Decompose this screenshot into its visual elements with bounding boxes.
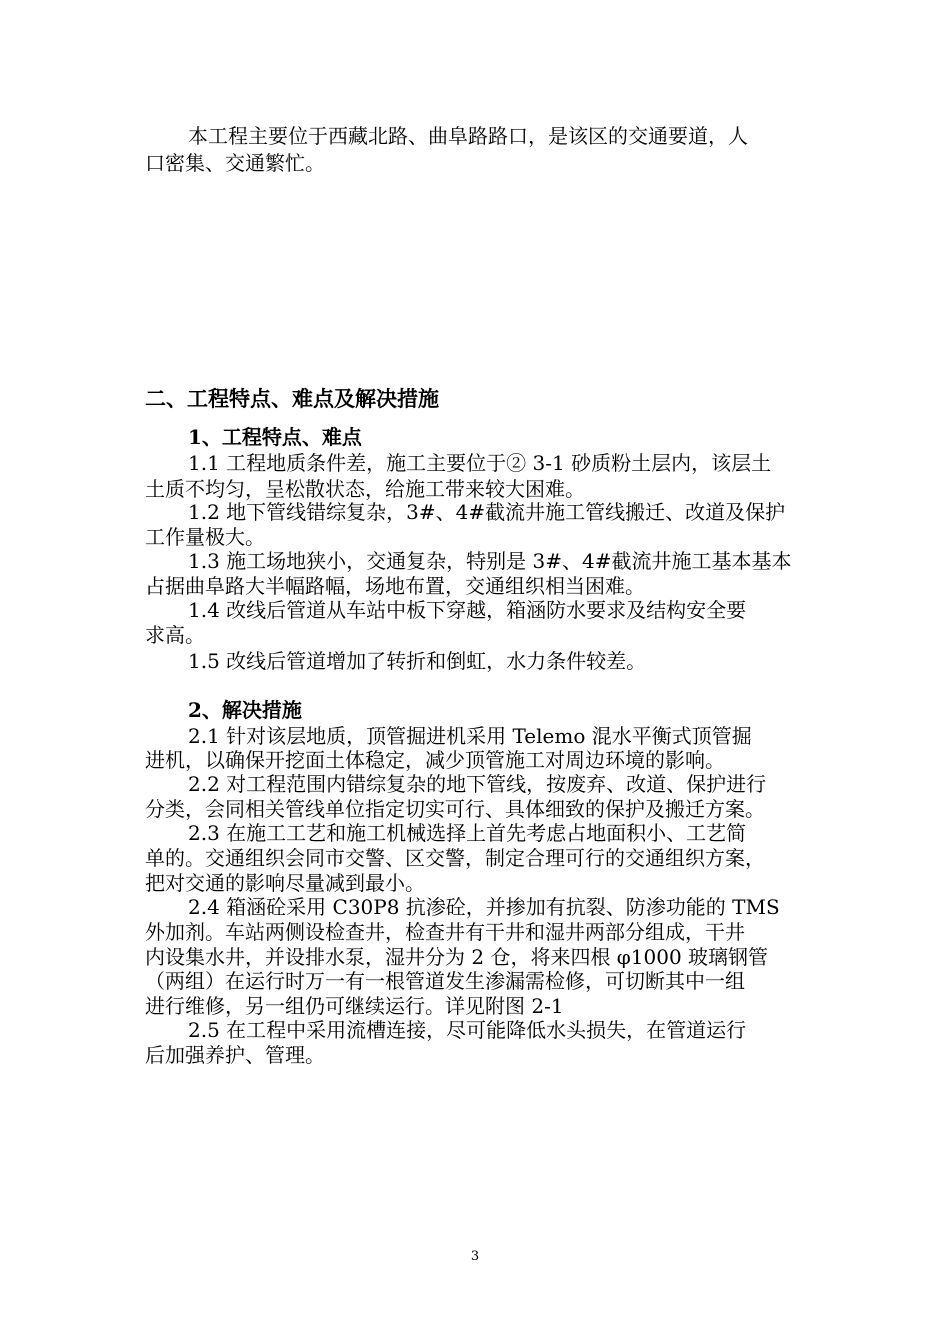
- paragraph-line: 外加剂。车站两侧设检查井，检查井有干井和湿井两部分组成，干井: [145, 920, 745, 944]
- paragraph-line: 把对交通的影响尽量减到最小。: [145, 871, 425, 895]
- intro-line-2: 口密集、交通繁忙。: [145, 151, 325, 175]
- paragraph-line: 2.4 箱涵砼采用 C30P8 抗渗砼，并掺加有抗裂、防渗功能的 TMS: [188, 895, 780, 919]
- paragraph-line: 2.1 针对该层地质，顶管掘进机采用 Telemo 混水平衡式顶管掘: [188, 724, 752, 748]
- paragraph-line: 1.4 改线后管道从车站中板下穿越，箱涵防水要求及结构安全要: [188, 598, 747, 622]
- page-number: 3: [470, 1249, 480, 1264]
- paragraph-line: 2.5 在工程中采用流槽连接，尽可能降低水头损失，在管道运行: [188, 1018, 747, 1042]
- paragraph-line: 1.5 改线后管道增加了转折和倒虹，水力条件较差。: [188, 649, 647, 673]
- section-title: 二、工程特点、难点及解决措施: [145, 386, 439, 411]
- paragraph-line: 1.3 施工场地狭小，交通复杂，特别是 3#、4#截流井施工基本基本: [188, 549, 792, 573]
- paragraph-line: （两组）在运行时万一有一根管道发生渗漏需检修，可切断其中一组: [145, 969, 745, 993]
- paragraph-line: 土质不均匀，呈松散状态，给施工带来较大困难。: [145, 477, 585, 501]
- paragraph-line: 1.2 地下管线错综复杂，3#、4#截流井施工管线搬迁、改道及保护: [188, 500, 786, 524]
- paragraph-line: 单的。交通组织会同市交警、区交警，制定合理可行的交通组织方案，: [145, 846, 765, 870]
- paragraph-line: 2.2 对工程范围内错综复杂的地下管线，按废弃、改道、保护进行: [188, 772, 767, 796]
- paragraph-line: 占据曲阜路大半幅路幅，场地布置，交通组织相当困难。: [145, 574, 645, 598]
- paragraph-line: 后加强养护、管理。: [145, 1043, 325, 1067]
- paragraph-line: 分类，会同相关管线单位指定切实可行、具体细致的保护及搬迁方案。: [145, 797, 765, 821]
- paragraph-line: 2.3 在施工工艺和施工机械选择上首先考虑占地面积小、工艺简: [188, 821, 747, 845]
- paragraph-line: 进行维修，另一组仍可继续运行。详见附图 2-1: [145, 994, 564, 1018]
- paragraph-line: 进机，以确保开挖面土体稳定，减少顶管施工对周边环境的影响。: [145, 748, 725, 772]
- paragraph-line: 求高。: [145, 623, 205, 647]
- paragraph-line: 1.1 工程地质条件差，施工主要位于② 3-1 砂质粉土层内，该层土: [188, 451, 772, 475]
- paragraph-line: 内设集水井，并设排水泵，湿井分为 2 仓，将来四根 φ1000 玻璃钢管: [145, 945, 769, 969]
- paragraph-line: 工作量极大。: [145, 525, 265, 549]
- subsection-title-2: 2、解决措施: [188, 698, 302, 722]
- intro-line-1: 本工程主要位于西藏北路、曲阜路路口，是该区的交通要道，人: [188, 124, 748, 148]
- subsection-title-1: 1、工程特点、难点: [188, 425, 362, 449]
